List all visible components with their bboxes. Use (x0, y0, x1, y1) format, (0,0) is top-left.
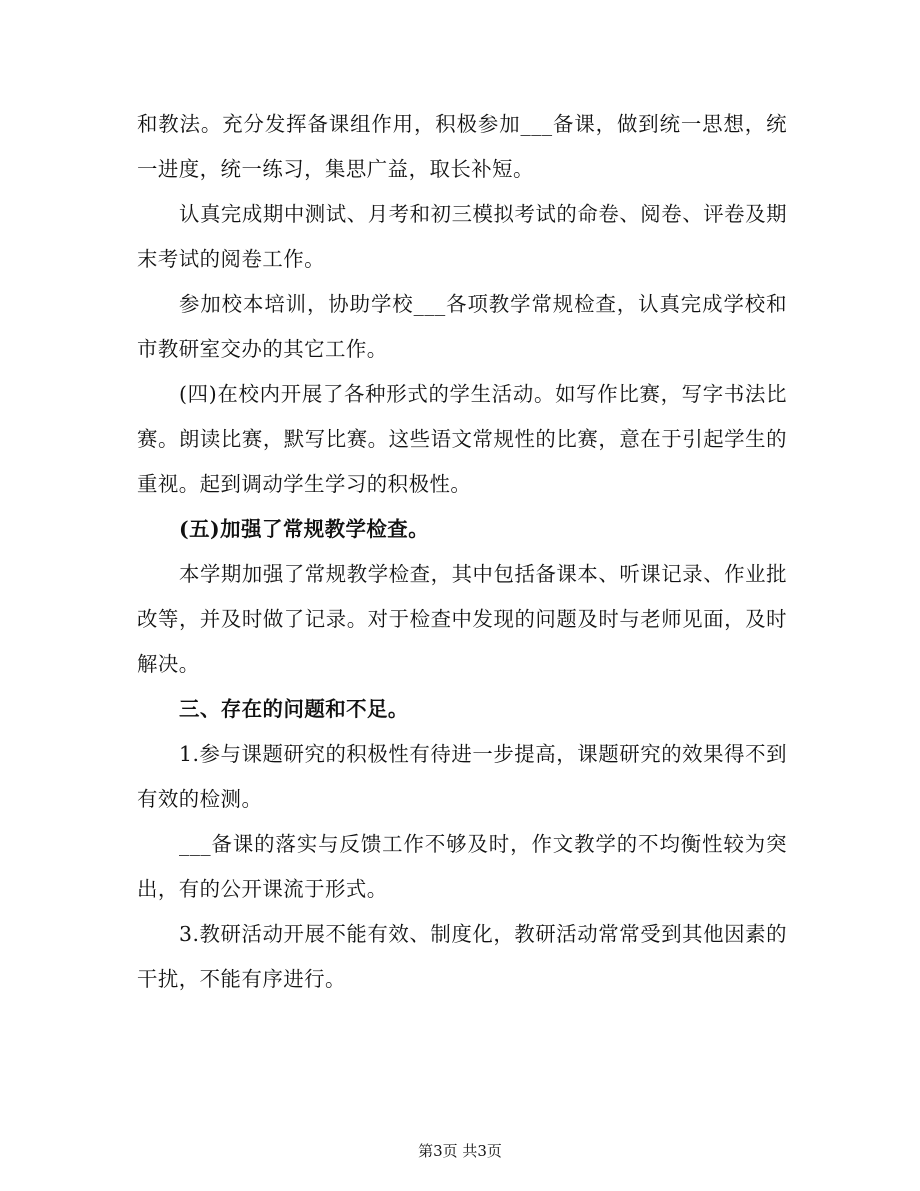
paragraph-3: 参加校本培训，协助学校___各项教学常规检查，认真完成学校和市教研室交办的其它工作。 (137, 292, 787, 361)
paragraph-6: 本学期加强了常规教学检查，其中包括备课本、听课记录、作业批改等，并及时做了记录。对于检查中发现的问题及时与老师见面，及时解决。 (137, 562, 787, 676)
paragraph-2: 认真完成期中测试、月考和初三模拟考试的命卷、阅卷、评卷及期末考试的阅卷工作。 (137, 202, 787, 271)
section-heading-3: 三、存在的问题和不足。 (179, 697, 409, 721)
paragraph-10: 3.教研活动开展不能有效、制度化，教研活动常常受到其他因素的干扰，不能有序进行。 (137, 922, 787, 991)
paragraph-9: ___备课的落实与反馈工作不够及时，作文教学的不均衡性较为突出，有的公开课流于形式。 (137, 832, 787, 901)
page-number-footer: 第3页 共3页 (418, 1142, 502, 1160)
document-body (137, 102, 787, 1002)
paragraph-1: 和教法。充分发挥备课组作用，积极参加___备课，做到统一思想，统一进度，统一练习，集思广益，取长补短。 (137, 112, 787, 181)
section-heading-5: (五)加强了常规教学检查。 (179, 517, 430, 541)
paragraph-4: (四)在校内开展了各种形式的学生活动。如写作比赛，写字书法比赛。朗读比赛，默写比赛。这些语文常规性的比赛，意在于引起学生的重视。起到调动学生学习的积极性。 (137, 382, 787, 496)
paragraph-8: 1.参与课题研究的积极性有待进一步提高，课题研究的效果得不到有效的检测。 (137, 742, 787, 811)
